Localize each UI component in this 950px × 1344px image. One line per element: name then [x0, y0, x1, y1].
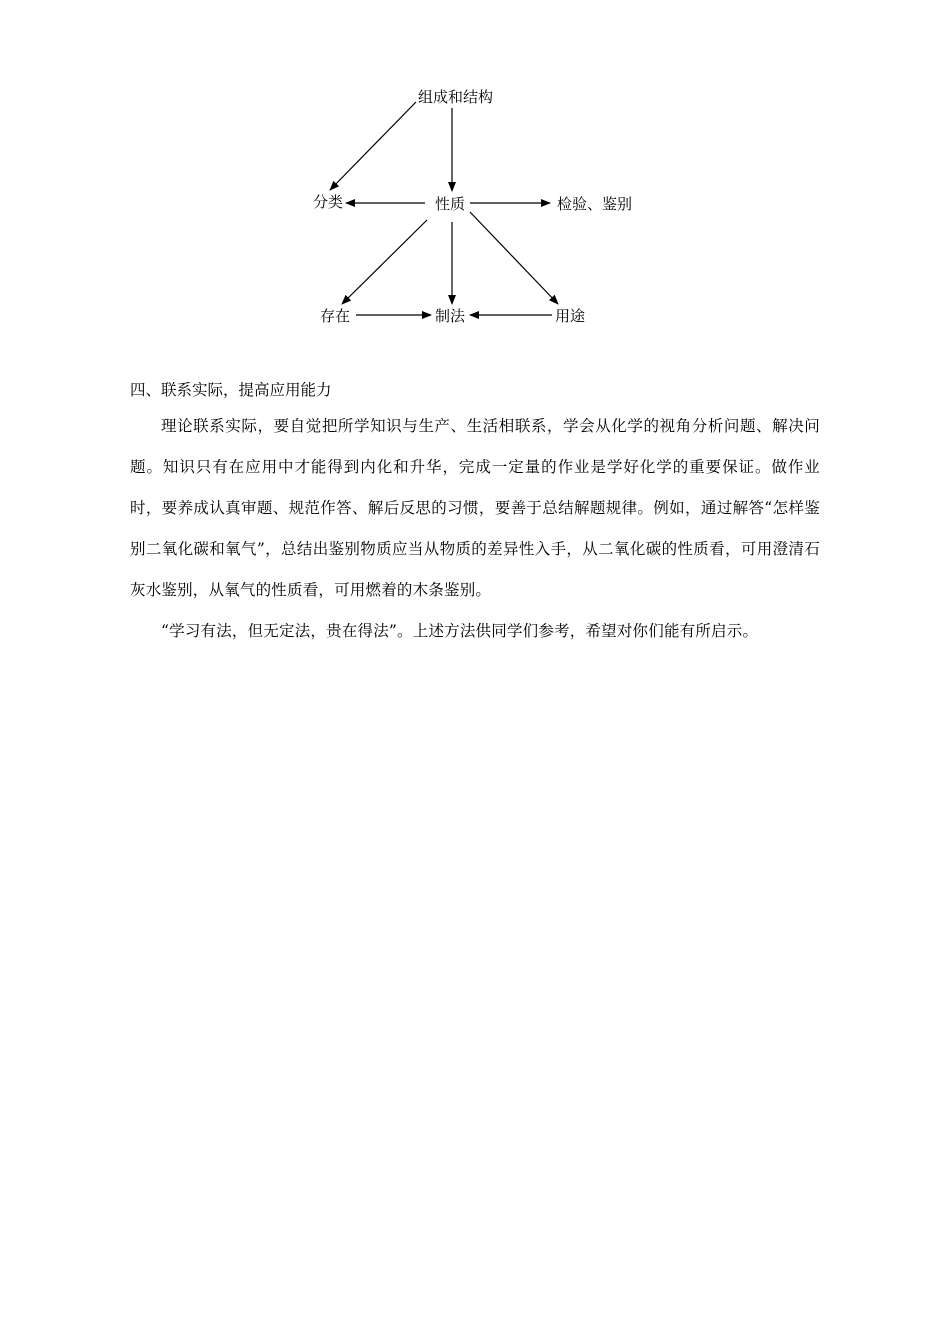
- node-composition: 组成和结构: [418, 88, 494, 106]
- node-testing: 检验、鉴别: [557, 195, 633, 213]
- node-properties: 性质: [435, 195, 466, 213]
- node-preparation: 制法: [435, 307, 466, 325]
- arrow-properties-to-existence: [342, 220, 427, 304]
- paragraph-body: 理论联系实际，要自觉把所学知识与生产、生活相联系，学会从化学的视角分析问题、解决问题。知识只有在应用中才能得到内化和升华，完成一定量的作业是学好化学的重要保证。做作业时，要养成认真审题、规范作答、解后反思的习惯，要善于总结解题规律。例如，通过解答“怎样鉴别二氧化碳和氧气”，总结出鉴别物质应当从物质的差异性入手，从二氧化碳的性质看，可用澄清石灰水鉴别，从氧气的性质看，可用燃着的木条鉴别。: [130, 417, 820, 599]
- node-existence: 存在: [320, 307, 351, 325]
- paragraph-closing: “学习有法，但无定法，贵在得法”。上述方法供同学们参考，希望对你们能有所启示。: [161, 622, 759, 640]
- arrow-composition-to-classification: [330, 102, 416, 190]
- arrow-properties-to-uses: [470, 212, 558, 304]
- section-heading: 四、联系实际，提高应用能力: [130, 381, 332, 399]
- node-uses: 用途: [555, 307, 586, 325]
- diagram-arrows: [0, 0, 950, 360]
- node-classification: 分类: [313, 193, 344, 211]
- concept-diagram: [0, 0, 950, 360]
